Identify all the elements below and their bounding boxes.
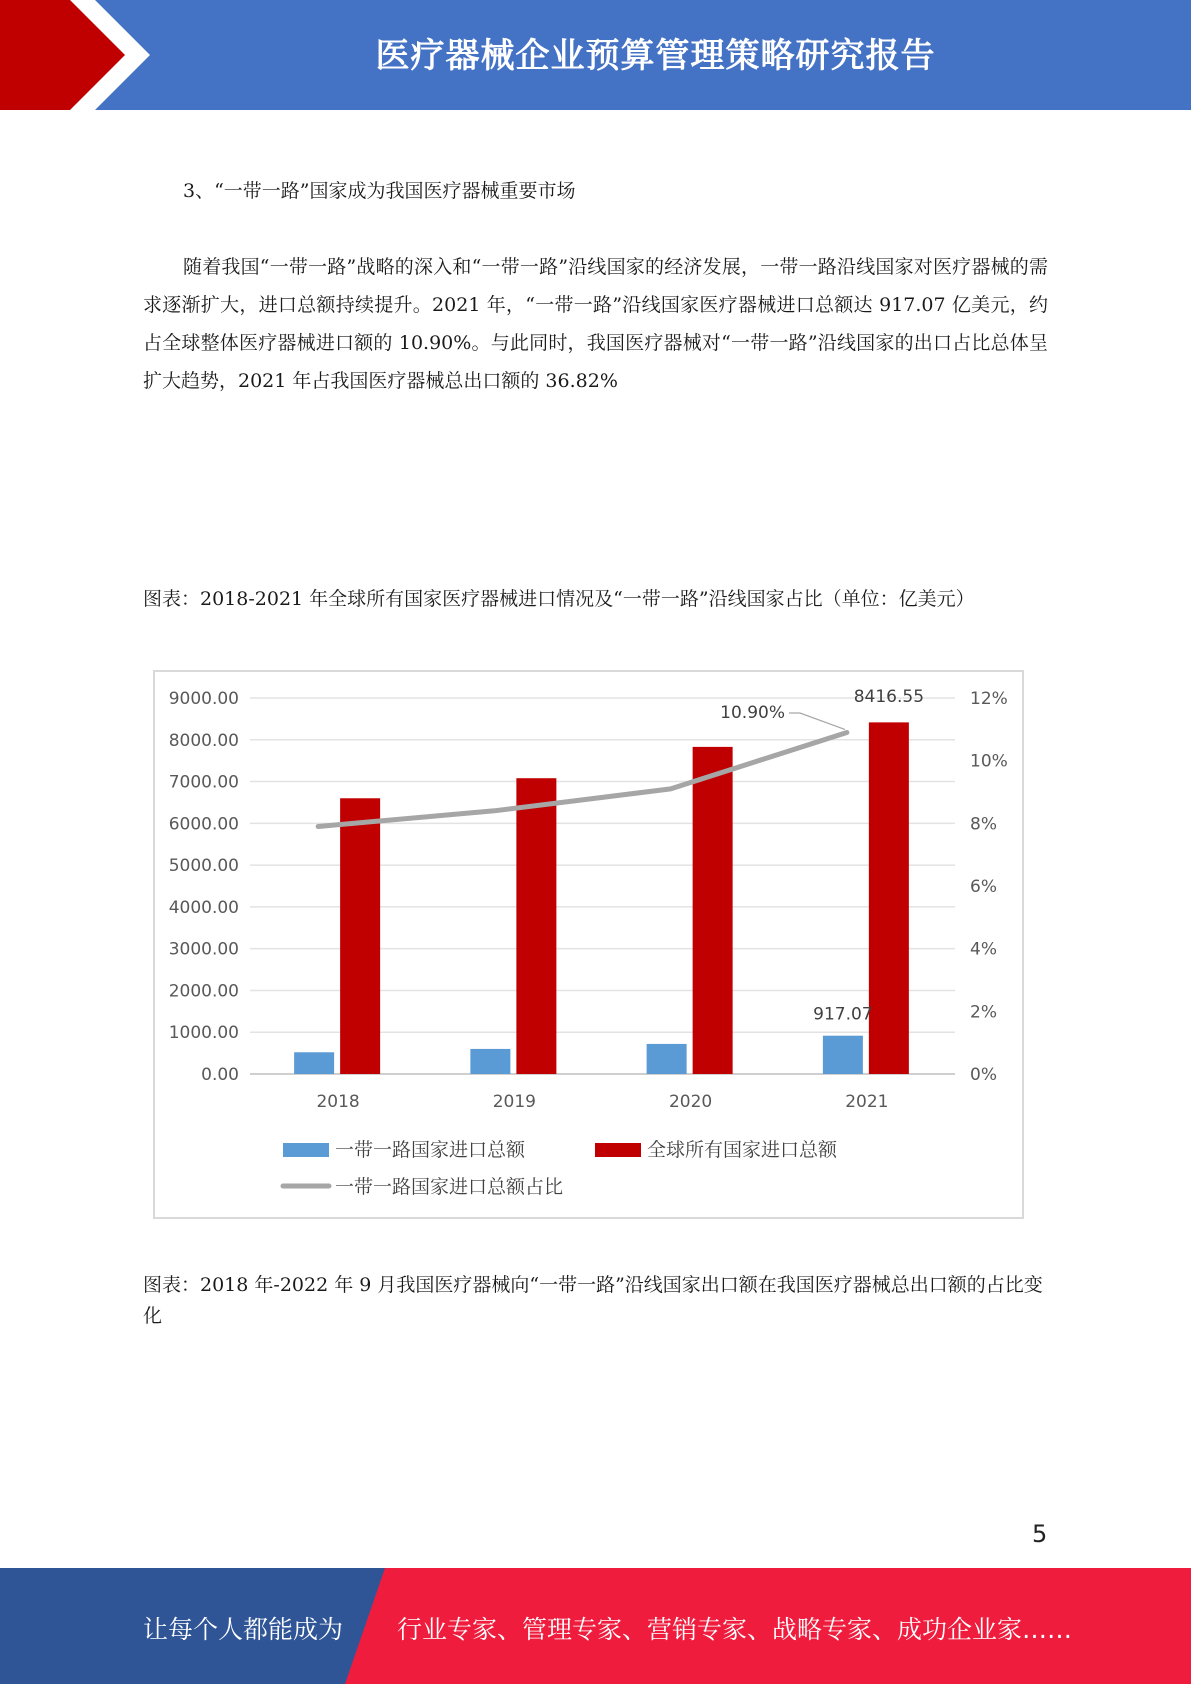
y-tick-label-left: 6000.00: [168, 814, 239, 835]
y-tick-label-left: 8000.00: [168, 730, 239, 751]
y-tick-label-left: 1000.00: [168, 1023, 239, 1044]
y-tick-label-right: 12%: [970, 689, 1008, 709]
next-chart-caption: 图表：2018 年-2022 年 9 月我国医疗器械向“一带一路”沿线国家出口额在我国医疗器械总出口额的占比变化: [143, 1274, 1043, 1327]
y-tick-label-left: 2000.00: [168, 981, 239, 1002]
y-tick-label-left: 4000.00: [168, 897, 239, 918]
x-tick-label: 2020: [668, 1092, 713, 1112]
data-label-8416: 8416.55: [853, 687, 925, 707]
y-tick-label-left: 0.00: [201, 1065, 239, 1085]
bar-global-import: [340, 798, 380, 1074]
footer-slogan-left: 让每个人都能成为: [143, 1615, 344, 1644]
section-heading: 3、“一带一路”国家成为我国医疗器械重要市场: [183, 180, 576, 202]
bar-belt-road-import: [823, 1036, 863, 1074]
chart-caption: 图表：2018-2021 年全球所有国家医疗器械进口情况及“一带一路”沿线国家占比（单位：亿美元）: [143, 588, 975, 610]
y-tick-label-right: 4%: [970, 939, 997, 960]
chart-canvas: [155, 672, 1022, 1217]
y-tick-label-left: 9000.00: [168, 689, 239, 709]
legend-label-line: 一带一路国家进口总额占比: [335, 1176, 564, 1198]
y-tick-label-right: 6%: [970, 877, 997, 897]
y-tick-label-right: 8%: [970, 814, 997, 835]
page-number: 5: [1032, 1520, 1048, 1548]
footer-slogan-right: 行业专家、管理专家、营销专家、战略专家、成功企业家……: [397, 1615, 1073, 1644]
y-tick-label-left: 5000.00: [168, 856, 239, 877]
legend-swatch-blue: [283, 1143, 329, 1157]
data-label-917: 917.07: [813, 1004, 873, 1025]
data-label-leader: [789, 713, 845, 729]
body-paragraph: 随着我国“一带一路”战略的深入和“一带一路”沿线国家的经济发展，一带一路沿线国家对医疗器械的需求逐渐扩大，进口总额持续提升。2021 年，“一带一路”沿线国家医疗器械进口总额达 917.07 亿美元，约占全球整体医疗器械进口额的 10.90%。与此同时，我国医疗器械对“一带一路”沿线国家的出口占比总体呈扩大趋势，2021 年占我国医疗器械总出口额的 36.82%: [143, 256, 1048, 392]
y-tick-label-left: 3000.00: [168, 939, 239, 960]
y-tick-label-left: 7000.00: [168, 772, 239, 793]
line-belt-road-share: [318, 732, 847, 826]
page-footer: [0, 1568, 1191, 1684]
y-tick-label-right: 10%: [970, 751, 1008, 772]
bar-global-import: [516, 778, 556, 1074]
import-chart: [153, 670, 1024, 1219]
legend-label-red: 全球所有国家进口总额: [647, 1139, 838, 1161]
x-tick-label: 2018: [316, 1092, 360, 1112]
report-title: 医疗器械企业预算管理策略研究报告: [375, 36, 936, 76]
y-tick-label-right: 0%: [970, 1065, 997, 1085]
x-tick-label: 2021: [845, 1092, 889, 1112]
y-tick-label-right: 2%: [970, 1002, 997, 1023]
bar-belt-road-import: [647, 1044, 687, 1074]
bar-belt-road-import: [470, 1049, 510, 1074]
bar-global-import: [869, 722, 909, 1074]
data-label-share: 10.90%: [720, 703, 785, 723]
bar-belt-road-import: [294, 1052, 334, 1074]
x-tick-label: 2019: [492, 1092, 537, 1112]
bar-global-import: [693, 747, 733, 1074]
legend-label-blue: 一带一路国家进口总额: [335, 1139, 526, 1161]
legend-swatch-red: [595, 1143, 641, 1157]
page-header: [0, 0, 1191, 110]
